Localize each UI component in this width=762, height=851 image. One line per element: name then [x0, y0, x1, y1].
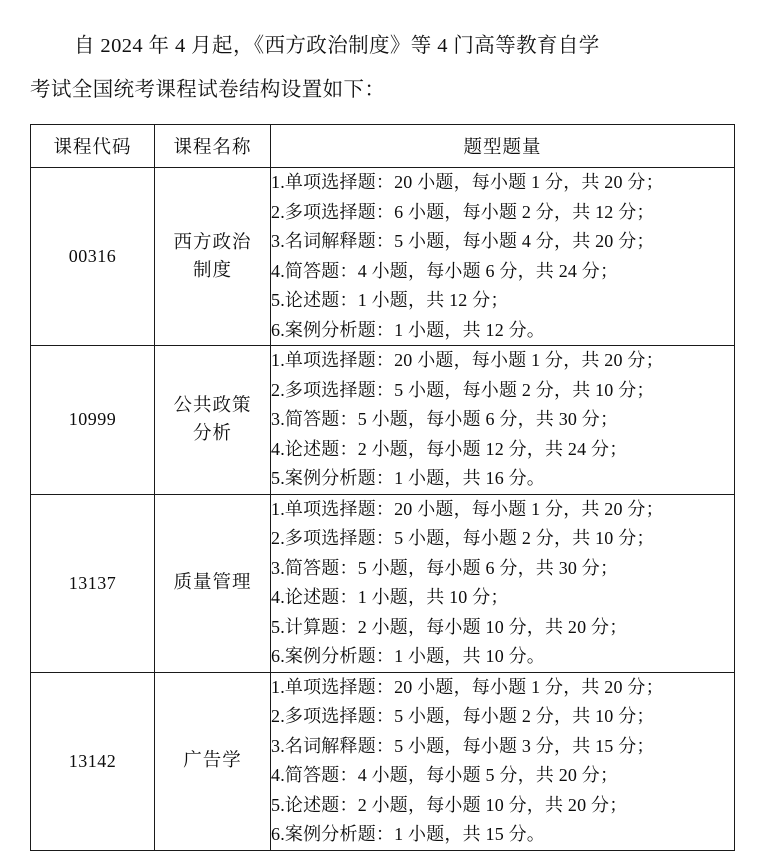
question-type-line: 3.简答题：5 小题，每小题 6 分，共 30 分； [271, 409, 619, 429]
course-name-line: 公共政策 [173, 395, 252, 416]
question-type-line: 1.单项选择题：20 小题，每小题 1 分，共 20 分； [271, 172, 664, 192]
cell-course-code: 00316 [31, 168, 155, 346]
cell-course-code: 13137 [31, 494, 155, 672]
question-type-line: 2.多项选择题：5 小题，每小题 2 分，共 10 分； [271, 528, 655, 548]
question-type-line: 4.论述题：1 小题，共 10 分； [271, 587, 509, 607]
table-body [31, 168, 735, 851]
cell-question-types [271, 168, 735, 346]
question-type-line: 4.论述题：2 小题，每小题 12 分，共 24 分； [271, 438, 628, 459]
question-type-line: 1.单项选择题：20 小题，每小题 1 分，共 20 分； [271, 498, 664, 519]
question-type-line: 4.简答题：4 小题，每小题 5 分，共 20 分； [271, 765, 619, 785]
intro-line-2: 考试全国统考课程试卷结构设置如下： [30, 79, 386, 101]
question-type-line: 3.名词解释题：5 小题，每小题 3 分，共 15 分； [271, 735, 655, 756]
table-header-row [31, 125, 735, 168]
cell-question-types [271, 672, 735, 850]
question-type-line: 6.案例分析题：1 小题，共 12 分。 [271, 319, 545, 340]
course-name-line: 广告学 [183, 751, 242, 771]
question-type-line: 6.案例分析题：1 小题，共 10 分。 [271, 646, 545, 666]
question-type-line: 5.计算题：2 小题，每小题 10 分，共 20 分； [271, 616, 628, 637]
cell-course-code: 13142 [31, 672, 155, 850]
question-type-line: 2.多项选择题：5 小题，每小题 2 分，共 10 分； [271, 379, 655, 400]
question-type-line: 5.案例分析题：1 小题，共 16 分。 [271, 468, 545, 488]
intro-line-1: 自 2024 年 4 月起，《西方政治制度》等 4 门高等教育自学 [74, 35, 600, 57]
question-type-line: 1.单项选择题：20 小题，每小题 1 分，共 20 分； [271, 676, 664, 697]
cell-question-types [271, 494, 735, 672]
course-name-line: 质量管理 [173, 573, 252, 593]
intro-paragraph [30, 24, 732, 112]
course-name-line: 分析 [192, 423, 232, 444]
question-type-line: 6.案例分析题：1 小题，共 15 分。 [271, 824, 545, 844]
course-name-line: 西方政治 [173, 232, 252, 253]
question-type-line: 4.简答题：4 小题，每小题 6 分，共 24 分； [271, 260, 619, 281]
table-row [31, 346, 735, 495]
question-type-line: 3.名词解释题：5 小题，每小题 4 分，共 20 分； [271, 231, 655, 251]
column-header-question-types: 题型题量 [271, 125, 735, 168]
question-type-line: 2.多项选择题：5 小题，每小题 2 分，共 10 分； [271, 706, 655, 726]
cell-course-name [155, 672, 271, 850]
question-type-line: 5.论述题：2 小题，每小题 10 分，共 20 分； [271, 794, 628, 815]
question-type-line: 5.论述题：1 小题，共 12 分； [271, 290, 509, 310]
table-row [31, 672, 735, 850]
cell-course-code: 10999 [31, 346, 155, 495]
table-row [31, 494, 735, 672]
course-name-line: 制度 [192, 260, 232, 281]
exam-structure-table [30, 124, 735, 851]
question-type-line: 3.简答题：5 小题，每小题 6 分，共 30 分； [271, 557, 619, 578]
column-header-course-name: 课程名称 [155, 125, 271, 168]
cell-course-name [155, 346, 271, 495]
cell-course-name [155, 494, 271, 672]
cell-question-types [271, 346, 735, 495]
question-type-line: 1.单项选择题：20 小题，每小题 1 分，共 20 分； [271, 350, 664, 370]
question-type-line: 2.多项选择题：6 小题，每小题 2 分，共 12 分； [271, 201, 655, 222]
cell-course-name [155, 168, 271, 346]
table-row [31, 168, 735, 346]
table-header [31, 125, 735, 168]
column-header-course-code: 课程代码 [31, 125, 155, 168]
